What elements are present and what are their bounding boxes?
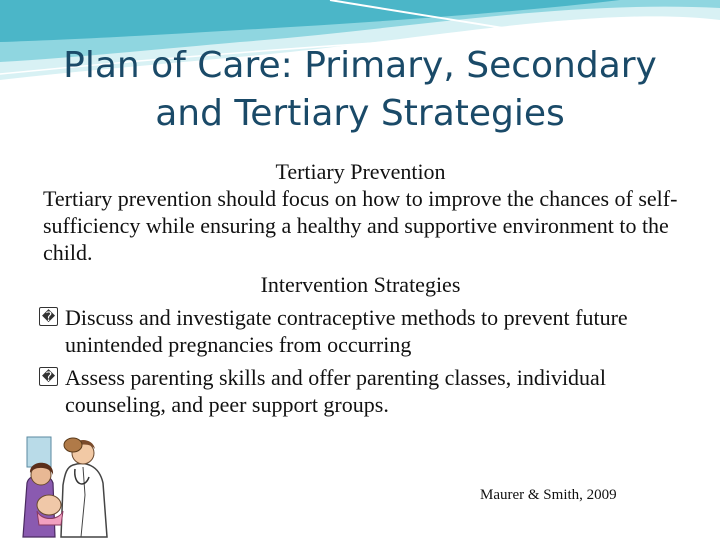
bullet-item bbox=[43, 304, 703, 358]
slide-title bbox=[20, 42, 700, 138]
doctor-with-mother-and-child-clipart bbox=[15, 425, 115, 540]
slide-body bbox=[43, 158, 703, 418]
bullet-item bbox=[43, 364, 703, 418]
bullet-text: Discuss and investigate contraceptive methods to prevent future unintended pregnancies from occurring bbox=[65, 305, 628, 357]
bullet-placeholder-icon: � bbox=[39, 367, 58, 386]
subheading-intervention-strategies: Intervention Strategies bbox=[260, 272, 461, 297]
bullet-placeholder-icon: � bbox=[39, 307, 58, 326]
title-line-2: and Tertiary Strategies bbox=[155, 93, 565, 134]
subheading-tertiary-prevention: Tertiary Prevention bbox=[275, 159, 446, 184]
title-line-1: Plan of Care: Primary, Secondary bbox=[63, 45, 657, 86]
body-paragraph: Tertiary prevention should focus on how to improve the chances of self- sufficiency while ensuring a healthy and supportive environment to the child. bbox=[43, 186, 678, 265]
bullet-text: Assess parenting skills and offer parenting classes, individual counseling, and peer support groups. bbox=[65, 365, 606, 417]
citation: Maurer & Smith, 2009 bbox=[480, 487, 617, 503]
